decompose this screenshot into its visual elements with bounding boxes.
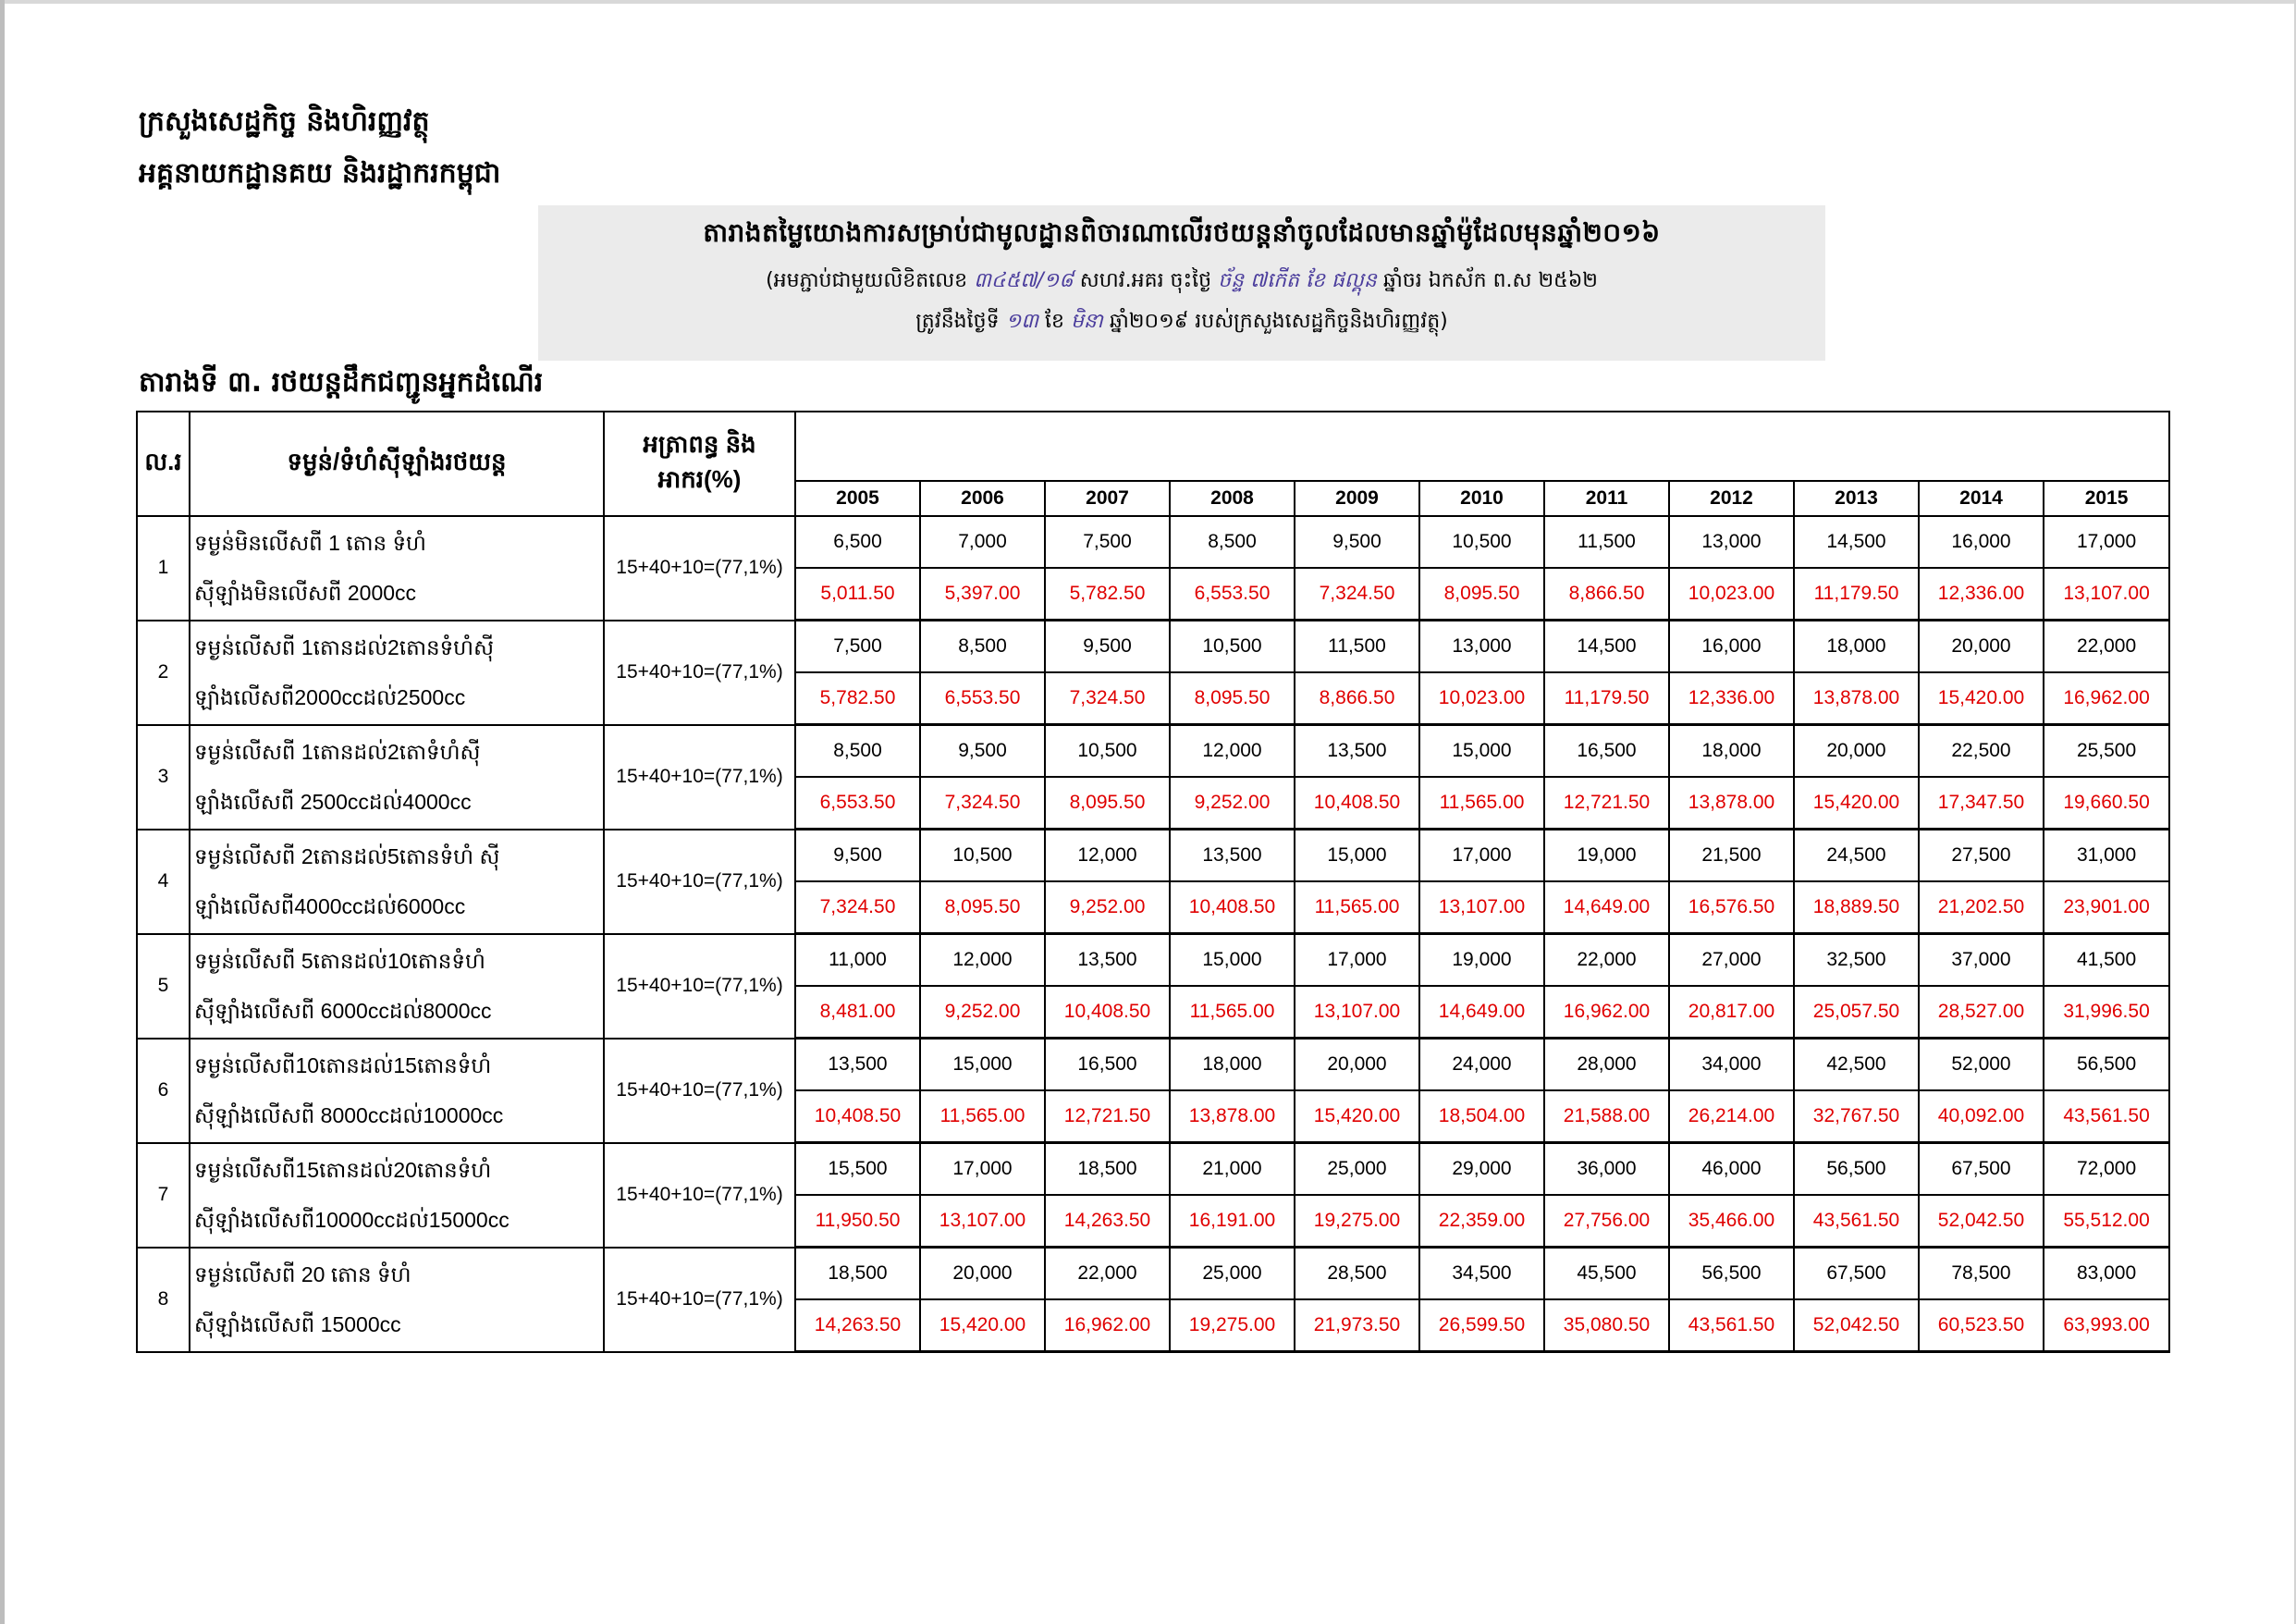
description-line-2: ឡាំងលើសពី4000ccដល់6000cc	[194, 894, 466, 918]
base-value-cell: 25,000	[1295, 1143, 1419, 1196]
description-line-2: ស៊ីឡាំងលើសពី 15000cc	[194, 1312, 401, 1336]
calculated-value-cell: 7,324.50	[1295, 568, 1419, 621]
calculated-value-cell: 7,324.50	[920, 777, 1045, 830]
year-group-header	[795, 412, 2169, 481]
ref-number: ៣៤៥៧/១៨	[974, 269, 1074, 292]
base-value-cell: 42,500	[1794, 1039, 1919, 1091]
calculated-value-cell: 11,179.50	[1544, 672, 1669, 725]
calculated-value-cell: 21,202.50	[1919, 881, 2044, 934]
calculated-value-cell: 10,023.00	[1419, 672, 1544, 725]
base-value-cell: 31,000	[2044, 830, 2169, 882]
calculated-value-cell: 6,553.50	[795, 777, 920, 830]
base-value-cell: 16,000	[1669, 621, 1794, 673]
calculated-value-cell: 8,866.50	[1295, 672, 1419, 725]
ref-month: ខែ ផល្គុន	[1306, 269, 1377, 292]
base-value-cell: 14,500	[1544, 621, 1669, 673]
calculated-value-cell: 11,565.00	[1295, 881, 1419, 934]
base-value-cell: 7,500	[1045, 516, 1170, 568]
row-number: 2	[137, 621, 190, 725]
calculated-value-cell: 16,962.00	[2044, 672, 2169, 725]
base-value-cell: 13,500	[1295, 725, 1419, 778]
header-row	[137, 412, 2169, 481]
base-value-cell: 20,000	[920, 1248, 1045, 1300]
base-value-cell: 9,500	[795, 830, 920, 882]
base-value-cell: 10,500	[1419, 516, 1544, 568]
calculated-value-cell: 10,408.50	[1295, 777, 1419, 830]
base-value-cell: 67,500	[1794, 1248, 1919, 1300]
base-value-cell: 17,000	[1419, 830, 1544, 882]
row-description	[190, 1039, 604, 1143]
calculated-value-cell: 5,397.00	[920, 568, 1045, 621]
description-line-2: ស៊ីឡាំងមិនលើសពី 2000cc	[194, 581, 417, 606]
calculated-value-cell: 23,901.00	[2044, 881, 2169, 934]
ref-day: ច័ន្ទ ៧កើត	[1218, 269, 1300, 292]
calculated-value-cell: 43,561.50	[2044, 1090, 2169, 1143]
base-value-cell: 16,500	[1045, 1039, 1170, 1091]
calculated-value-cell: 13,107.00	[920, 1195, 1045, 1248]
calculated-value-cell: 8,095.50	[1045, 777, 1170, 830]
description-line-2: ស៊ីឡាំងលើសពី 8000ccដល់10000cc	[194, 1103, 504, 1127]
calculated-value-cell: 60,523.50	[1919, 1299, 2044, 1352]
base-value-cell: 13,500	[1045, 934, 1170, 987]
table-row	[137, 621, 2169, 673]
year-header: 2012	[1669, 481, 1794, 516]
base-value-cell: 10,500	[1045, 725, 1170, 778]
base-value-cell: 34,500	[1419, 1248, 1544, 1300]
calculated-value-cell: 13,878.00	[1170, 1090, 1295, 1143]
calculated-value-cell: 52,042.50	[1919, 1195, 2044, 1248]
col-header-description: ទម្ងន់/ទំហំស៊ីឡាំងរថយន្ត	[190, 412, 604, 516]
calculated-value-cell: 8,481.00	[795, 986, 920, 1039]
base-value-cell: 18,500	[1045, 1143, 1170, 1196]
row-tax-rate: 15+40+10=(77,1%)	[604, 621, 795, 725]
base-value-cell: 56,500	[2044, 1039, 2169, 1091]
calculated-value-cell: 5,782.50	[1045, 568, 1170, 621]
department-name: អគ្គនាយកដ្ឋានគយ និងរដ្ឋាករកម្ពុជា	[139, 157, 501, 190]
base-value-cell: 9,500	[920, 725, 1045, 778]
col-header-no: ល.រ	[137, 412, 190, 516]
calculated-value-cell: 13,107.00	[1419, 881, 1544, 934]
base-value-cell: 14,500	[1794, 516, 1919, 568]
year-header: 2007	[1045, 481, 1170, 516]
table-row	[137, 1248, 2169, 1300]
calculated-value-cell: 35,080.50	[1544, 1299, 1669, 1352]
base-value-cell: 10,500	[920, 830, 1045, 882]
calculated-value-cell: 13,107.00	[1295, 986, 1419, 1039]
calculated-value-cell: 14,649.00	[1544, 881, 1669, 934]
calculated-value-cell: 10,023.00	[1669, 568, 1794, 621]
base-value-cell: 11,000	[795, 934, 920, 987]
page-top-edge	[0, 0, 2296, 4]
reference-line	[538, 267, 1825, 297]
calculated-value-cell: 35,466.00	[1669, 1195, 1794, 1248]
calculated-value-cell: 12,721.50	[1544, 777, 1669, 830]
year-header: 2009	[1295, 481, 1419, 516]
calculated-value-cell: 18,504.00	[1419, 1090, 1544, 1143]
calculated-value-cell: 26,599.50	[1419, 1299, 1544, 1352]
base-value-cell: 15,000	[1170, 934, 1295, 987]
base-value-cell: 8,500	[1170, 516, 1295, 568]
base-value-cell: 27,500	[1919, 830, 2044, 882]
row-number: 5	[137, 934, 190, 1039]
description-line-1: ទម្ងន់មិនលើសពី 1 តោន ទំហំ	[194, 531, 426, 556]
base-value-cell: 56,500	[1794, 1143, 1919, 1196]
table-body	[137, 516, 2169, 1352]
year-header: 2013	[1794, 481, 1919, 516]
base-value-cell: 20,000	[1295, 1039, 1419, 1091]
base-value-cell: 27,000	[1669, 934, 1794, 987]
calculated-value-cell: 43,561.50	[1794, 1195, 1919, 1248]
calculated-value-cell: 11,950.50	[795, 1195, 920, 1248]
year-header: 2010	[1419, 481, 1544, 516]
base-value-cell: 25,500	[2044, 725, 2169, 778]
base-value-cell: 56,500	[1669, 1248, 1794, 1300]
date-day: ១៣	[1005, 310, 1039, 333]
base-value-cell: 37,000	[1919, 934, 2044, 987]
base-value-cell: 16,000	[1919, 516, 2044, 568]
year-header: 2015	[2044, 481, 2169, 516]
calculated-value-cell: 10,408.50	[1170, 881, 1295, 934]
base-value-cell: 41,500	[2044, 934, 2169, 987]
description-line-2: ឡាំងលើសពី2000ccដល់2500cc	[194, 685, 466, 709]
calculated-value-cell: 19,275.00	[1295, 1195, 1419, 1248]
table-row	[137, 516, 2169, 568]
ref-mid: សហវ.អគរ ចុះថ្ងៃ	[1079, 269, 1212, 292]
base-value-cell: 7,500	[795, 621, 920, 673]
calculated-value-cell: 11,179.50	[1794, 568, 1919, 621]
document-title: តារាងតម្លៃយោងការសម្រាប់ជាមូលដ្ឋានពិចារណាលើរថយន្តនាំចូលដែលមានឆ្នាំម៉ូដែលមុនឆ្នាំ២០១៦	[703, 217, 1661, 248]
table-row	[137, 1143, 2169, 1196]
row-number: 7	[137, 1143, 190, 1248]
calculated-value-cell: 13,107.00	[2044, 568, 2169, 621]
base-value-cell: 13,500	[1170, 830, 1295, 882]
base-value-cell: 17,000	[1295, 934, 1419, 987]
col-header-rate: អត្រាពន្ធ និង អាករ(%)	[604, 412, 795, 516]
calculated-value-cell: 55,512.00	[2044, 1195, 2169, 1248]
row-number: 8	[137, 1248, 190, 1352]
base-value-cell: 15,000	[920, 1039, 1045, 1091]
base-value-cell: 22,000	[1544, 934, 1669, 987]
year-header: 2011	[1544, 481, 1669, 516]
date-line	[538, 308, 1825, 338]
row-description	[190, 621, 604, 725]
row-number: 3	[137, 725, 190, 830]
year-header: 2005	[795, 481, 920, 516]
calculated-value-cell: 9,252.00	[1045, 881, 1170, 934]
ministry-name: ក្រសួងសេដ្ឋកិច្ច និងហិរញ្ញវត្ថុ	[139, 105, 430, 138]
calculated-value-cell: 17,347.50	[1919, 777, 2044, 830]
description-line-1: ទម្ងន់លើសពី10តោនដល់15តោនទំហំ	[194, 1053, 492, 1077]
calculated-value-cell: 13,878.00	[1794, 672, 1919, 725]
base-value-cell: 24,000	[1419, 1039, 1544, 1091]
base-value-cell: 21,000	[1170, 1143, 1295, 1196]
calculated-value-cell: 19,275.00	[1170, 1299, 1295, 1352]
base-value-cell: 34,000	[1669, 1039, 1794, 1091]
calculated-value-cell: 16,962.00	[1544, 986, 1669, 1039]
base-value-cell: 28,500	[1295, 1248, 1419, 1300]
viewer-left-edge	[0, 0, 5, 1624]
base-value-cell: 17,000	[2044, 516, 2169, 568]
date-month: មិនា	[1070, 310, 1103, 333]
row-description	[190, 516, 604, 621]
calculated-value-cell: 25,057.50	[1794, 986, 1919, 1039]
calculated-value-cell: 11,565.00	[920, 1090, 1045, 1143]
table-row	[137, 830, 2169, 882]
table-row	[137, 934, 2169, 987]
calculated-value-cell: 21,588.00	[1544, 1090, 1669, 1143]
description-line-1: ទម្ងន់លើសពី15តោនដល់20តោនទំហំ	[194, 1158, 492, 1182]
base-value-cell: 11,500	[1295, 621, 1419, 673]
date-mid: ខែ	[1045, 310, 1064, 333]
calculated-value-cell: 8,866.50	[1544, 568, 1669, 621]
row-description	[190, 934, 604, 1039]
calculated-value-cell: 19,660.50	[2044, 777, 2169, 830]
base-value-cell: 15,000	[1295, 830, 1419, 882]
row-tax-rate: 15+40+10=(77,1%)	[604, 725, 795, 830]
base-value-cell: 7,000	[920, 516, 1045, 568]
calculated-value-cell: 15,420.00	[1295, 1090, 1419, 1143]
base-value-cell: 15,000	[1419, 725, 1544, 778]
description-line-1: ទម្ងន់លើសពី 2តោនដល់5តោនទំហំ ស៊ី	[194, 844, 500, 868]
base-value-cell: 13,500	[795, 1039, 920, 1091]
calculated-value-cell: 22,359.00	[1419, 1195, 1544, 1248]
base-value-cell: 8,500	[920, 621, 1045, 673]
year-header: 2006	[920, 481, 1045, 516]
base-value-cell: 16,500	[1544, 725, 1669, 778]
base-value-cell: 10,500	[1170, 621, 1295, 673]
base-value-cell: 32,500	[1794, 934, 1919, 987]
base-value-cell: 29,000	[1419, 1143, 1544, 1196]
row-number: 4	[137, 830, 190, 934]
description-line-2: ស៊ីឡាំងលើសពី 6000ccដល់8000cc	[194, 999, 492, 1023]
base-value-cell: 20,000	[1919, 621, 2044, 673]
base-value-cell: 18,000	[1170, 1039, 1295, 1091]
calculated-value-cell: 15,420.00	[1919, 672, 2044, 725]
base-value-cell: 52,000	[1919, 1039, 2044, 1091]
valuation-table	[136, 411, 2170, 1353]
calculated-value-cell: 26,214.00	[1669, 1090, 1794, 1143]
calculated-value-cell: 28,527.00	[1919, 986, 2044, 1039]
calculated-value-cell: 40,092.00	[1919, 1090, 2044, 1143]
base-value-cell: 18,500	[795, 1248, 920, 1300]
calculated-value-cell: 9,252.00	[1170, 777, 1295, 830]
calculated-value-cell: 43,561.50	[1669, 1299, 1794, 1352]
base-value-cell: 11,500	[1544, 516, 1669, 568]
base-value-cell: 67,500	[1919, 1143, 2044, 1196]
calculated-value-cell: 32,767.50	[1794, 1090, 1919, 1143]
row-number: 1	[137, 516, 190, 621]
base-value-cell: 22,000	[1045, 1248, 1170, 1300]
base-value-cell: 18,000	[1794, 621, 1919, 673]
calculated-value-cell: 63,993.00	[2044, 1299, 2169, 1352]
base-value-cell: 12,000	[920, 934, 1045, 987]
row-description	[190, 1248, 604, 1352]
base-value-cell: 36,000	[1544, 1143, 1669, 1196]
row-description	[190, 1143, 604, 1248]
table-row	[137, 1039, 2169, 1091]
description-line-1: ទម្ងន់លើសពី 20 តោន ទំហំ	[194, 1262, 411, 1286]
description-line-2: ឡាំងលើសពី 2500ccដល់4000cc	[194, 790, 472, 814]
date-prefix: ត្រូវនឹងថ្ងៃទី	[915, 310, 1000, 333]
description-line-1: ទម្ងន់លើសពី 1តោនដល់2តោនទំហំស៊ី	[194, 635, 494, 659]
row-number: 6	[137, 1039, 190, 1143]
table-row	[137, 725, 2169, 778]
calculated-value-cell: 11,565.00	[1170, 986, 1295, 1039]
calculated-value-cell: 8,095.50	[920, 881, 1045, 934]
calculated-value-cell: 52,042.50	[1794, 1299, 1919, 1352]
calculated-value-cell: 18,889.50	[1794, 881, 1919, 934]
calculated-value-cell: 7,324.50	[1045, 672, 1170, 725]
base-value-cell: 19,000	[1544, 830, 1669, 882]
calculated-value-cell: 15,420.00	[1794, 777, 1919, 830]
calculated-value-cell: 12,336.00	[1919, 568, 2044, 621]
calculated-value-cell: 14,649.00	[1419, 986, 1544, 1039]
base-value-cell: 17,000	[920, 1143, 1045, 1196]
base-value-cell: 20,000	[1794, 725, 1919, 778]
base-value-cell: 24,500	[1794, 830, 1919, 882]
description-line-1: ទម្ងន់លើសពី 5តោនដល់10តោនទំហំ	[194, 949, 485, 973]
base-value-cell: 72,000	[2044, 1143, 2169, 1196]
calculated-value-cell: 27,756.00	[1544, 1195, 1669, 1248]
row-tax-rate: 15+40+10=(77,1%)	[604, 516, 795, 621]
base-value-cell: 18,000	[1669, 725, 1794, 778]
description-line-2: ស៊ីឡាំងលើសពី10000ccដល់15000cc	[194, 1208, 510, 1232]
row-tax-rate: 15+40+10=(77,1%)	[604, 1248, 795, 1352]
base-value-cell: 13,000	[1419, 621, 1544, 673]
base-value-cell: 21,500	[1669, 830, 1794, 882]
calculated-value-cell: 8,095.50	[1170, 672, 1295, 725]
base-value-cell: 19,000	[1419, 934, 1544, 987]
calculated-value-cell: 5,782.50	[795, 672, 920, 725]
calculated-value-cell: 7,324.50	[795, 881, 920, 934]
calculated-value-cell: 6,553.50	[920, 672, 1045, 725]
base-value-cell: 22,000	[2044, 621, 2169, 673]
row-tax-rate: 15+40+10=(77,1%)	[604, 1143, 795, 1248]
calculated-value-cell: 12,336.00	[1669, 672, 1794, 725]
description-line-1: ទម្ងន់លើសពី 1តោនដល់2តោទំហំស៊ី	[194, 740, 481, 764]
year-header: 2008	[1170, 481, 1295, 516]
calculated-value-cell: 10,408.50	[795, 1090, 920, 1143]
calculated-value-cell: 15,420.00	[920, 1299, 1045, 1352]
calculated-value-cell: 10,408.50	[1045, 986, 1170, 1039]
ref-prefix: (អមភ្ជាប់ជាមួយលិខិតលេខ	[766, 269, 968, 292]
ref-suffix: ឆ្នាំចរ ឯកស័ក ព.ស ២៥៦២	[1382, 269, 1598, 292]
calculated-value-cell: 11,565.00	[1419, 777, 1544, 830]
base-value-cell: 13,000	[1669, 516, 1794, 568]
calculated-value-cell: 5,011.50	[795, 568, 920, 621]
calculated-value-cell: 20,817.00	[1669, 986, 1794, 1039]
calculated-value-cell: 21,973.50	[1295, 1299, 1419, 1352]
base-value-cell: 46,000	[1669, 1143, 1794, 1196]
base-value-cell: 9,500	[1045, 621, 1170, 673]
year-header: 2014	[1919, 481, 2044, 516]
base-value-cell: 15,500	[795, 1143, 920, 1196]
date-suffix: ឆ្នាំ២០១៩ របស់ក្រសួងសេដ្ឋកិច្ចនិងហិរញ្ញវត្ថុ)	[1109, 310, 1448, 333]
base-value-cell: 83,000	[2044, 1248, 2169, 1300]
calculated-value-cell: 31,996.50	[2044, 986, 2169, 1039]
row-tax-rate: 15+40+10=(77,1%)	[604, 830, 795, 934]
row-description	[190, 725, 604, 830]
calculated-value-cell: 12,721.50	[1045, 1090, 1170, 1143]
base-value-cell: 6,500	[795, 516, 920, 568]
calculated-value-cell: 14,263.50	[795, 1299, 920, 1352]
base-value-cell: 45,500	[1544, 1248, 1669, 1300]
calculated-value-cell: 14,263.50	[1045, 1195, 1170, 1248]
calculated-value-cell: 9,252.00	[920, 986, 1045, 1039]
scanned-header-block	[538, 205, 1825, 361]
base-value-cell: 25,000	[1170, 1248, 1295, 1300]
base-value-cell: 12,000	[1045, 830, 1170, 882]
row-description	[190, 830, 604, 934]
calculated-value-cell: 16,191.00	[1170, 1195, 1295, 1248]
base-value-cell: 22,500	[1919, 725, 2044, 778]
table-caption: តារាងទី ៣. រថយន្តដឹកជញ្ជូនអ្នកដំណើរ	[139, 366, 544, 399]
base-value-cell: 8,500	[795, 725, 920, 778]
calculated-value-cell: 6,553.50	[1170, 568, 1295, 621]
calculated-value-cell: 16,576.50	[1669, 881, 1794, 934]
row-tax-rate: 15+40+10=(77,1%)	[604, 934, 795, 1039]
base-value-cell: 28,000	[1544, 1039, 1669, 1091]
base-value-cell: 9,500	[1295, 516, 1419, 568]
row-tax-rate: 15+40+10=(77,1%)	[604, 1039, 795, 1143]
calculated-value-cell: 8,095.50	[1419, 568, 1544, 621]
base-value-cell: 78,500	[1919, 1248, 2044, 1300]
calculated-value-cell: 13,878.00	[1669, 777, 1794, 830]
calculated-value-cell: 16,962.00	[1045, 1299, 1170, 1352]
base-value-cell: 12,000	[1170, 725, 1295, 778]
